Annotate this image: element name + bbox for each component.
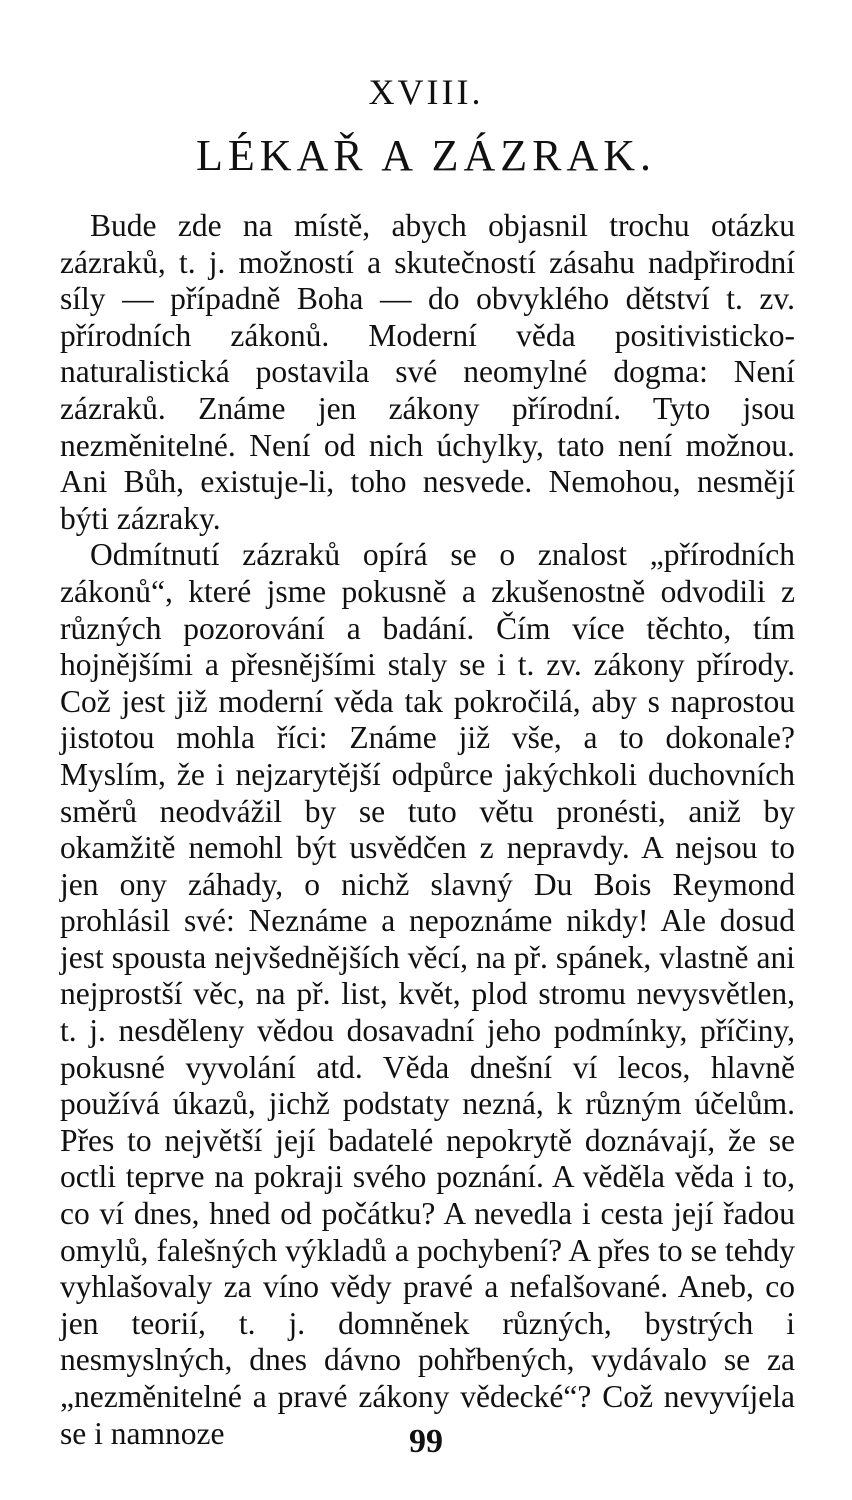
paragraph-2: Odmítnutí zázraků opírá se o znalost „přírodních zákonů“, které jsme pokusně a zkušenostně odvodili z různých pozorování a badání. Čím více těchto, tím hojnějšími a přesnějšími staly se i t. zv. zákony přírody. Což jest již moderní věda tak pokročilá, aby s naprostou jistotou mohla říci: Známe již vše, a to dokonale? Myslím, že i nejzarytější odpůrce jakýchkoli duchovních směrů neodvážil by se tuto větu pronésti, aniž by okamžitě nemohl být usvědčen z nepravdy. A nejsou to jen ony záhady, o nichž slavný Du Bois Reymond prohlásil své: Neznáme a nepoznáme nikdy! Ale dosud jest spousta nejvšednějších věcí, na př. spánek, vlastně ani nejprostší věc, na př. list, květ, plod stromu nevysvětlen, t. j. nesděleny vědou dosavadní jeho podmínky, příčiny, pokusné vyvolání atd. Věda dnešní ví lecos, hlavně používá úkazů, jichž podstaty nezná, k různým účelům. Přes to největší její badatelé nepokrytě doznávají, že se octli teprve na pokraji svého poznání. A věděla věda i to, co ví dnes, hned od počátku? A nevedla i cesta její řadou omylů, falešných výkladů a pochybení? A přes to se tehdy vyhlašovaly za víno vědy pravé a nefalšované. Aneb, co jen teorií, t. j. domněnek různých, bystrých i nesmyslných, dnes dávno pohřbených, vydávalo se za „nezměnitelné a pravé zákony vědecké“? Což nevyvíjela se i namnoze xyxy=(60,537,795,1451)
page-number: 99 xyxy=(409,1423,443,1460)
paragraph-1: Bude zde na místě, abych objasnil trochu otázku zázraků, t. j. možností a skutečností zásahu nadpřirodní síly — případně Boha — do obvyklého dětství t. zv. přírodních zákonů. Moderní věda positivisticko-naturalistická postavila své neomylné dogma: Není zázraků. Známe jen zákony přírodní. Tyto jsou nezměnitelné. Není od nich úchylky, tato není možnou. Ani Bůh, existuje-li, toho nesvede. Nemohou, nesmějí býti zázraky. xyxy=(60,208,795,536)
body-text xyxy=(60,208,795,1452)
chapter-title: LÉKAŘ A ZÁZRAK. xyxy=(196,131,656,180)
chapter-number: XVIII. xyxy=(368,72,484,112)
